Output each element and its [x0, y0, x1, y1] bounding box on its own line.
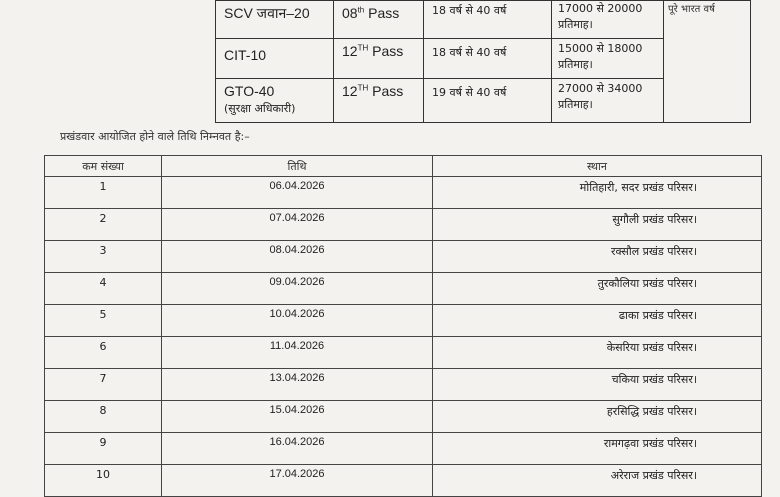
date-cell: 17.04.2026 — [162, 465, 433, 497]
sno-cell: 8 — [45, 401, 162, 433]
area-cell — [664, 1, 751, 123]
place-cell: ढाका प्रखंड परिसर। — [433, 305, 762, 337]
post-cell — [216, 1, 334, 39]
qualification-cell — [334, 39, 424, 79]
qual-suffix: Pass — [368, 83, 404, 99]
post-name: SCV जवान–20 — [224, 5, 310, 21]
posts-table — [0, 0, 751, 123]
sno-cell: 4 — [45, 273, 162, 305]
place-cell: केसरिया प्रखंड परिसर। — [433, 337, 762, 369]
salary-cell — [552, 1, 664, 39]
sno-cell: 1 — [45, 177, 162, 209]
date-cell: 11.04.2026 — [162, 337, 433, 369]
salary-range: 17000 से 20000 — [558, 2, 643, 15]
qualification-cell — [334, 1, 424, 39]
date-cell: 08.04.2026 — [162, 241, 433, 273]
qual-sup: TH — [357, 43, 369, 53]
table-row — [45, 337, 762, 369]
header-place: स्थान — [433, 156, 762, 177]
qual-value: 12 — [342, 83, 358, 99]
post-name: GTO-40 — [224, 83, 275, 99]
table-row — [45, 273, 762, 305]
date-cell: 13.04.2026 — [162, 369, 433, 401]
table-row — [45, 369, 762, 401]
salary-cell — [552, 39, 664, 79]
sno-cell: 10 — [45, 465, 162, 497]
sno-cell: 7 — [45, 369, 162, 401]
age-cell — [424, 39, 552, 79]
schedule-header-row — [45, 156, 762, 177]
qualification-cell — [334, 79, 424, 123]
qual-value: 08 — [342, 5, 358, 21]
salary-unit: प्रतिमाह। — [558, 58, 593, 71]
qual-sup: th — [357, 5, 365, 15]
place-cell: तुरकौलिया प्रखंड परिसर। — [433, 273, 762, 305]
table-row — [45, 209, 762, 241]
post-sub: (सुरक्षा अधिकारी) — [224, 102, 296, 115]
qual-suffix: Pass — [364, 5, 400, 21]
area-text: पूरे भारत वर्ष — [668, 4, 715, 15]
table-row — [45, 465, 762, 497]
date-cell: 09.04.2026 — [162, 273, 433, 305]
date-cell: 16.04.2026 — [162, 433, 433, 465]
salary-range: 15000 से 18000 — [558, 42, 643, 55]
table-row — [45, 241, 762, 273]
table-row — [45, 401, 762, 433]
qual-suffix: Pass — [368, 43, 404, 59]
header-sno: कम संख्या — [45, 156, 162, 177]
date-cell: 07.04.2026 — [162, 209, 433, 241]
salary-cell — [552, 79, 664, 123]
age-cell — [424, 79, 552, 123]
place-cell: सुगौली प्रखंड परिसर। — [433, 209, 762, 241]
qual-value: 12 — [342, 43, 358, 59]
table-row — [45, 433, 762, 465]
sno-cell: 3 — [45, 241, 162, 273]
date-cell: 15.04.2026 — [162, 401, 433, 433]
sno-cell: 6 — [45, 337, 162, 369]
salary-unit: प्रतिमाह। — [558, 18, 593, 31]
sno-cell: 9 — [45, 433, 162, 465]
place-cell: चकिया प्रखंड परिसर। — [433, 369, 762, 401]
salary-range: 27000 से 34000 — [558, 82, 643, 95]
place-cell: अरेराज प्रखंड परिसर। — [433, 465, 762, 497]
post-cell — [216, 79, 334, 123]
post-name: CIT-10 — [224, 47, 267, 63]
schedule-intro: प्रखंडवार आयोजित होने वाले तिथि निम्नवत है:– — [60, 130, 250, 143]
sno-cell: 5 — [45, 305, 162, 337]
header-date: तिथि — [162, 156, 433, 177]
age-range: 18 वर्ष से 40 वर्ष — [432, 4, 507, 17]
posts-row — [0, 1, 751, 39]
age-range: 19 वर्ष से 40 वर्ष — [432, 86, 507, 99]
place-cell: मोतिहारी, सदर प्रखंड परिसर। — [433, 177, 762, 209]
table-row — [45, 305, 762, 337]
place-cell: रक्सौल प्रखंड परिसर। — [433, 241, 762, 273]
place-cell: रामगढ़वा प्रखंड परिसर। — [433, 433, 762, 465]
table-row — [45, 177, 762, 209]
salary-unit: प्रतिमाह। — [558, 98, 593, 111]
qual-sup: TH — [357, 83, 369, 93]
place-cell: हरसिद्धि प्रखंड परिसर। — [433, 401, 762, 433]
blank-cell — [0, 1, 216, 123]
age-cell — [424, 1, 552, 39]
schedule-table — [44, 155, 762, 497]
sno-cell: 2 — [45, 209, 162, 241]
post-cell — [216, 39, 334, 79]
date-cell: 10.04.2026 — [162, 305, 433, 337]
age-range: 18 वर्ष से 40 वर्ष — [432, 46, 507, 59]
date-cell: 06.04.2026 — [162, 177, 433, 209]
